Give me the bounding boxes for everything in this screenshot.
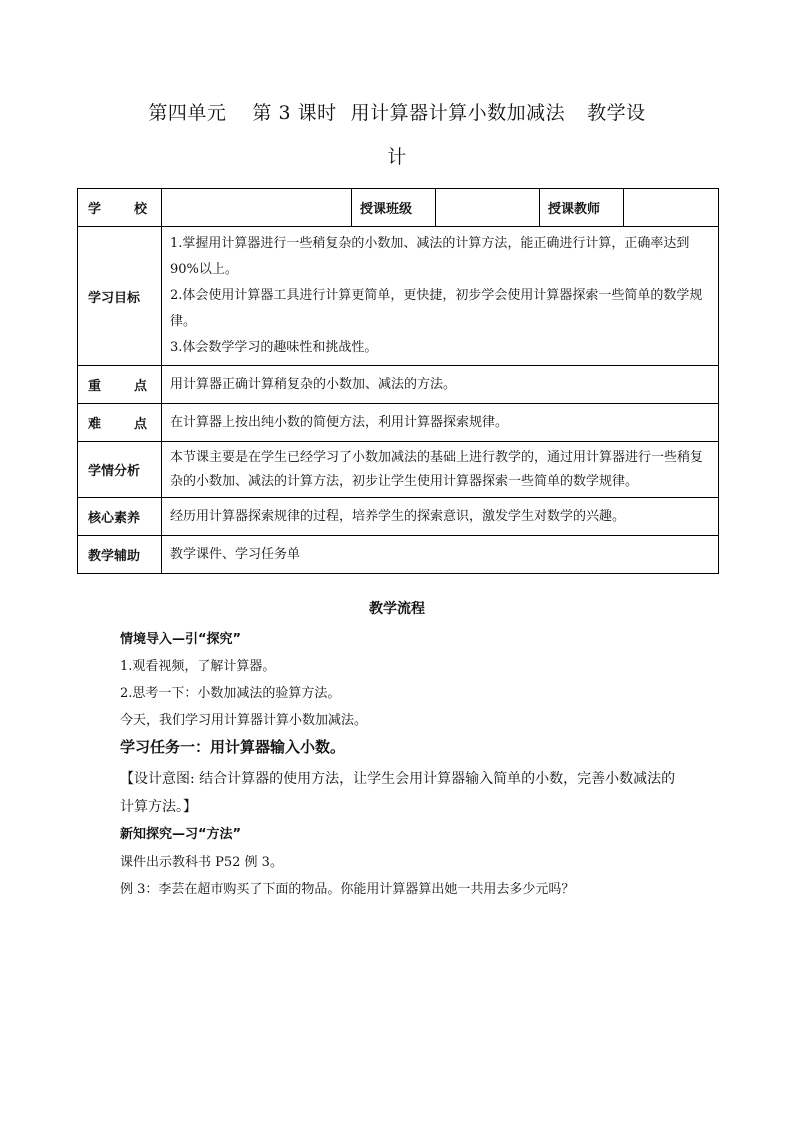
title-lesson: 第 3 课时 bbox=[252, 102, 337, 124]
difficulty-label: 难 点 bbox=[78, 404, 162, 442]
difficulty-text: 在计算器上按出纯小数的简便方法，利用计算器探索规律。 bbox=[162, 404, 719, 442]
flow-step: 2.思考一下：小数加减法的验算方法。 bbox=[120, 686, 341, 701]
class-value bbox=[436, 189, 540, 227]
lesson-info-table bbox=[77, 188, 719, 574]
analysis-label: 学情分析 bbox=[78, 442, 162, 498]
goals-label: 学习目标 bbox=[78, 227, 162, 366]
key-label: 重 点 bbox=[78, 366, 162, 404]
goal-item: 2.体会使用计算器工具进行计算更简单，更快捷，初步学会使用计算器探索一些简单的数学规律。 bbox=[170, 288, 703, 329]
analysis-text: 本节课主要是在学生已经学习了小数加减法的基础上进行教学的，通过用计算器进行一些稍复杂的小数加、减法的计算方法，初步让学生使用计算器探索一些简单的数学规律。 bbox=[162, 442, 719, 498]
section1-heading: 情境导入—引“探究” bbox=[120, 632, 242, 647]
goals-cell bbox=[162, 227, 719, 366]
key-text: 用计算器正确计算稍复杂的小数加、减法的方法。 bbox=[162, 366, 719, 404]
flow-step: 1.观看视频，了解计算器。 bbox=[120, 659, 276, 674]
table-row bbox=[78, 189, 719, 227]
table-row bbox=[78, 404, 719, 442]
section2-heading: 新知探究—习“方法” bbox=[120, 827, 242, 842]
today-text: 今天，我们学习用计算器计算小数加减法。 bbox=[120, 713, 368, 728]
table-row bbox=[78, 536, 719, 574]
document-title-line1 bbox=[0, 98, 794, 125]
school-value bbox=[162, 189, 352, 227]
goal-item: 1.掌握用计算器进行一些稍复杂的小数加、减法的计算方法，能正确进行计算，正确率达到 90%以上。 bbox=[170, 236, 690, 277]
school-label: 学 校 bbox=[78, 189, 162, 227]
courseware-text: 课件出示教科书 P52 例 3。 bbox=[120, 855, 283, 870]
table-row bbox=[78, 442, 719, 498]
literacy-label: 核心素养 bbox=[78, 498, 162, 536]
example3-text: 例 3：李芸在超市购买了下面的物品。你能用计算器算出她一共用去多少元吗？ bbox=[120, 882, 575, 897]
teaching-flow-title: 教学流程 bbox=[369, 601, 425, 617]
table-row bbox=[78, 227, 719, 366]
aids-label: 教学辅助 bbox=[78, 536, 162, 574]
class-label: 授课班级 bbox=[352, 189, 436, 227]
goal-item: 3.体会数学学习的趣味性和挑战性。 bbox=[170, 340, 378, 355]
title-design: 教学设 bbox=[587, 102, 646, 124]
title-topic: 用计算器计算小数加减法 bbox=[350, 102, 566, 124]
design-intent-line1: 【设计意图: 结合计算器的使用方法，让学生会用计算器输入简单的小数，完善小数减法的 bbox=[120, 771, 676, 787]
design-intent-line2: 计算方法。】 bbox=[120, 799, 197, 815]
teacher-label: 授课教师 bbox=[540, 189, 624, 227]
teacher-value bbox=[624, 189, 719, 227]
aids-text: 教学课件、学习任务单 bbox=[162, 536, 719, 574]
literacy-text: 经历用计算器探索规律的过程，培养学生的探索意识，激发学生对数学的兴趣。 bbox=[162, 498, 719, 536]
table-row bbox=[78, 498, 719, 536]
table-row bbox=[78, 366, 719, 404]
title-unit: 第四单元 bbox=[148, 102, 227, 124]
task1-heading: 学习任务一：用计算器输入小数。 bbox=[120, 738, 346, 756]
document-title-line2: 计 bbox=[387, 146, 407, 168]
